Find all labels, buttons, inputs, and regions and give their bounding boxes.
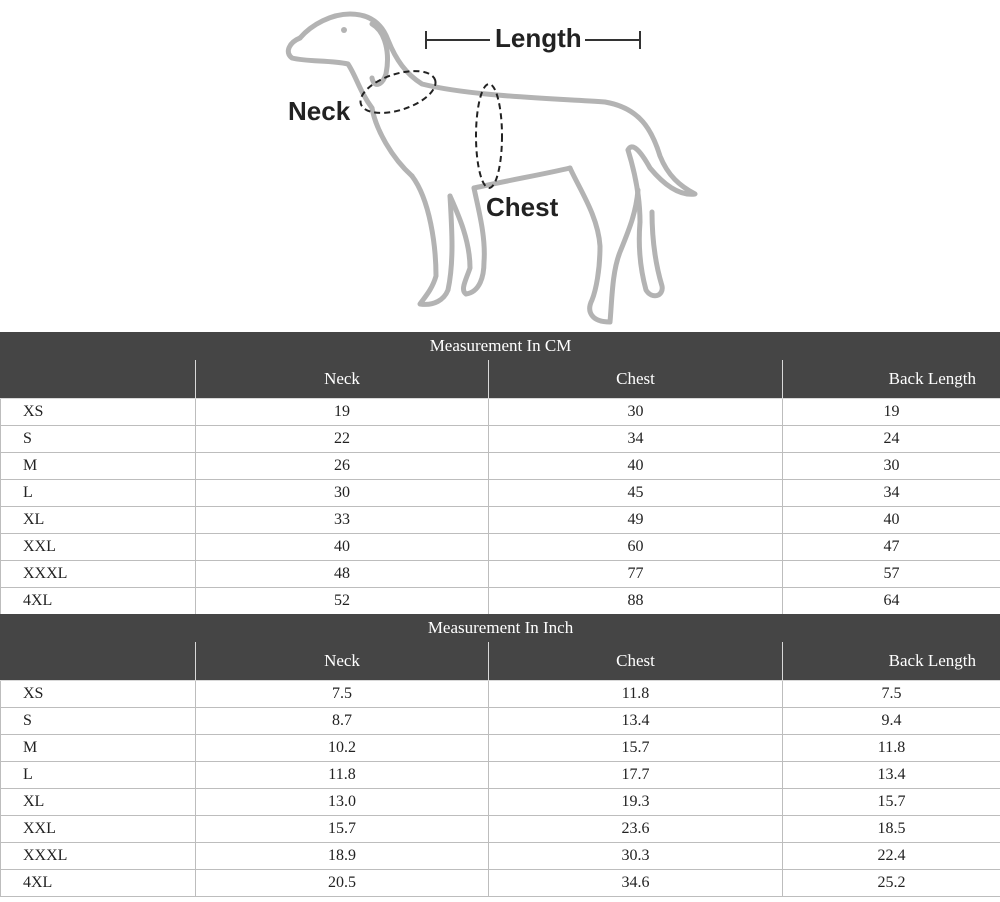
table-row — [1, 681, 1000, 708]
neck-cell: 15.7 — [196, 816, 489, 843]
size-cell: XS — [1, 399, 196, 426]
table-header-row — [1, 360, 1000, 399]
size-cell: XS — [1, 681, 196, 708]
header-neck: Neck — [196, 360, 489, 399]
back-length-cell: 47 — [783, 534, 1000, 561]
back-length-cell: 13.4 — [783, 762, 1000, 789]
neck-cell: 48 — [196, 561, 489, 588]
length-label: Length — [495, 23, 582, 53]
size-cell: M — [1, 453, 196, 480]
table-row — [1, 843, 1000, 870]
size-cell: XXL — [1, 816, 196, 843]
table-title: Measurement In CM — [1, 333, 1000, 360]
size-cell: M — [1, 735, 196, 762]
neck-cell: 18.9 — [196, 843, 489, 870]
header-size — [1, 360, 196, 399]
table-row — [1, 816, 1000, 843]
back-length-cell: 24 — [783, 426, 1000, 453]
chest-cell: 34.6 — [489, 870, 783, 897]
neck-cell: 26 — [196, 453, 489, 480]
size-cell: 4XL — [1, 588, 196, 615]
size-cell: XXL — [1, 534, 196, 561]
table-title-row — [1, 615, 1000, 642]
neck-label: Neck — [288, 96, 351, 126]
table-row — [1, 735, 1000, 762]
back-length-cell: 7.5 — [783, 681, 1000, 708]
table-row — [1, 762, 1000, 789]
neck-cell: 10.2 — [196, 735, 489, 762]
neck-cell: 33 — [196, 507, 489, 534]
chest-cell: 17.7 — [489, 762, 783, 789]
chest-cell: 45 — [489, 480, 783, 507]
chest-cell: 77 — [489, 561, 783, 588]
table-row — [1, 534, 1000, 561]
size-cell: 4XL — [1, 870, 196, 897]
size-cell: L — [1, 762, 196, 789]
chest-cell: 15.7 — [489, 735, 783, 762]
header-neck: Neck — [196, 642, 489, 681]
back-length-cell: 11.8 — [783, 735, 1000, 762]
header-back-length: Back Length — [783, 642, 1000, 681]
size-cell: S — [1, 708, 196, 735]
size-table-inch — [0, 614, 1000, 897]
table-header-row — [1, 642, 1000, 681]
size-cell: L — [1, 480, 196, 507]
back-length-cell: 15.7 — [783, 789, 1000, 816]
chest-indicator-icon — [476, 84, 502, 188]
table-title: Measurement In Inch — [1, 615, 1000, 642]
table-title-row — [1, 333, 1000, 360]
chest-cell: 88 — [489, 588, 783, 615]
chest-cell: 30 — [489, 399, 783, 426]
back-length-cell: 19 — [783, 399, 1000, 426]
chest-cell: 30.3 — [489, 843, 783, 870]
chest-cell: 23.6 — [489, 816, 783, 843]
size-cell: XL — [1, 789, 196, 816]
back-length-cell: 64 — [783, 588, 1000, 615]
size-table-cm — [0, 332, 1000, 615]
neck-cell: 11.8 — [196, 762, 489, 789]
neck-cell: 22 — [196, 426, 489, 453]
neck-cell: 7.5 — [196, 681, 489, 708]
header-chest: Chest — [489, 360, 783, 399]
size-cell: XXXL — [1, 843, 196, 870]
back-length-cell: 25.2 — [783, 870, 1000, 897]
size-cell: S — [1, 426, 196, 453]
chest-label: Chest — [486, 192, 559, 222]
neck-cell: 20.5 — [196, 870, 489, 897]
chest-cell: 13.4 — [489, 708, 783, 735]
back-length-cell: 18.5 — [783, 816, 1000, 843]
chest-cell: 40 — [489, 453, 783, 480]
header-size — [1, 642, 196, 681]
neck-cell: 8.7 — [196, 708, 489, 735]
back-length-cell: 40 — [783, 507, 1000, 534]
header-chest: Chest — [489, 642, 783, 681]
back-length-cell: 30 — [783, 453, 1000, 480]
chest-cell: 60 — [489, 534, 783, 561]
header-back-length: Back Length — [783, 360, 1000, 399]
back-length-cell: 34 — [783, 480, 1000, 507]
table-row — [1, 789, 1000, 816]
back-length-cell: 22.4 — [783, 843, 1000, 870]
neck-cell: 13.0 — [196, 789, 489, 816]
chest-cell: 49 — [489, 507, 783, 534]
table-row — [1, 507, 1000, 534]
neck-cell: 40 — [196, 534, 489, 561]
table-row — [1, 480, 1000, 507]
neck-cell: 30 — [196, 480, 489, 507]
table-row — [1, 399, 1000, 426]
dog-measurement-diagram — [0, 0, 1000, 332]
neck-cell: 19 — [196, 399, 489, 426]
size-cell: XXXL — [1, 561, 196, 588]
table-row — [1, 453, 1000, 480]
size-cell: XL — [1, 507, 196, 534]
chest-cell: 11.8 — [489, 681, 783, 708]
table-row — [1, 561, 1000, 588]
neck-cell: 52 — [196, 588, 489, 615]
dog-outline-icon — [288, 14, 695, 322]
table-row — [1, 426, 1000, 453]
table-row — [1, 870, 1000, 897]
table-row — [1, 588, 1000, 615]
back-length-cell: 9.4 — [783, 708, 1000, 735]
neck-indicator-icon — [355, 63, 440, 121]
chest-cell: 19.3 — [489, 789, 783, 816]
back-length-cell: 57 — [783, 561, 1000, 588]
table-body — [1, 681, 1000, 897]
chest-cell: 34 — [489, 426, 783, 453]
table-row — [1, 708, 1000, 735]
table-body — [1, 399, 1000, 615]
